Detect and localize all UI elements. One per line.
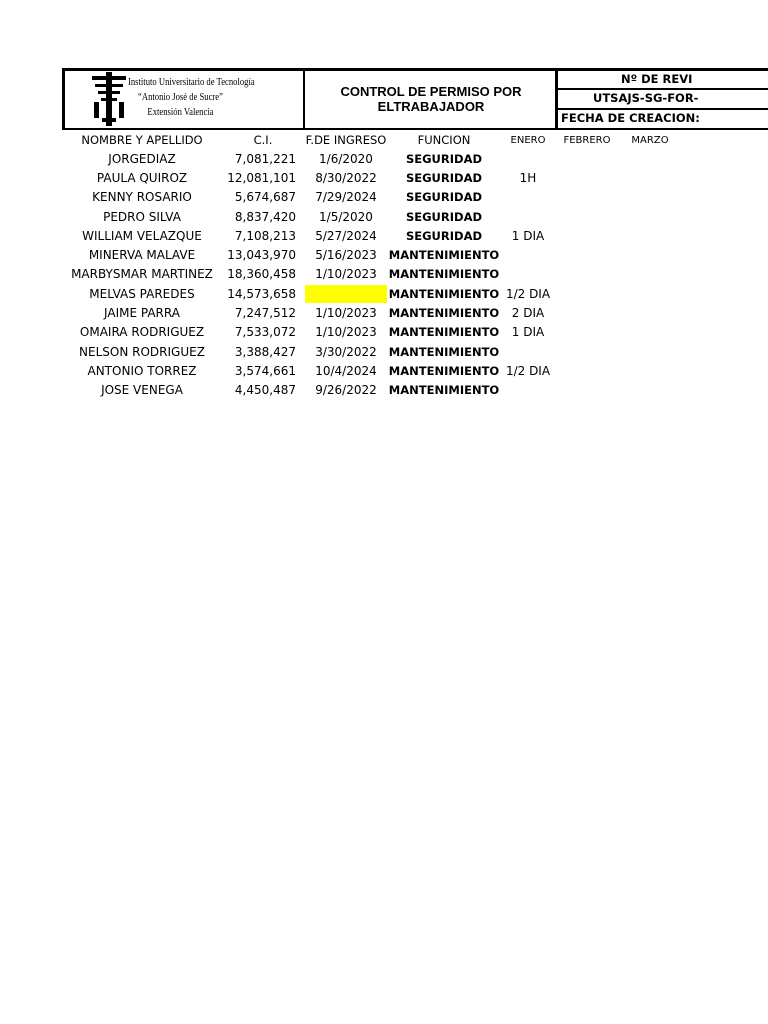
header-rule-2	[555, 108, 768, 110]
cell-function: MANTENIMIENTO	[388, 325, 500, 339]
col-header-febrero: FEBRERO	[563, 135, 611, 146]
cell-name: JORGEDIAZ	[108, 152, 176, 166]
cell-ci: 7,533,072	[234, 325, 296, 339]
cell-ci: 7,247,512	[234, 306, 296, 320]
cell-function: MANTENIMIENTO	[388, 248, 500, 262]
cell-function: MANTENIMIENTO	[388, 345, 500, 359]
cell-date-highlighted	[305, 285, 387, 303]
institution-logo-icon	[92, 72, 126, 126]
cell-name: PEDRO SILVA	[103, 210, 181, 224]
cell-name: JOSE VENEGA	[101, 383, 183, 397]
cell-ci: 3,574,661	[234, 364, 296, 378]
cell-ci: 12,081,101	[227, 171, 296, 185]
document-title	[306, 84, 556, 114]
cell-ci: 7,108,213	[234, 229, 296, 243]
col-header-name: NOMBRE Y APELLIDO	[81, 133, 203, 147]
cell-enero: 1 DIA	[511, 229, 545, 243]
cell-date: 7/29/2024	[315, 190, 377, 204]
creation-date-label: FECHA DE CREACION:	[561, 111, 700, 125]
cell-ci: 5,674,687	[234, 190, 296, 204]
cell-name: JAIME PARRA	[104, 306, 180, 320]
cell-enero: 1/2 DIA	[505, 287, 551, 301]
cell-date: 1/6/2020	[319, 152, 373, 166]
cell-date: 8/30/2022	[315, 171, 377, 185]
cell-function: MANTENIMIENTO	[388, 287, 500, 301]
table-row	[0, 381, 768, 400]
cell-name: PAULA QUIROZ	[96, 171, 188, 185]
title-line-1: CONTROL DE PERMISO POR	[340, 84, 522, 99]
table-row	[0, 150, 768, 169]
cell-date: 1/10/2023	[315, 325, 377, 339]
table-row	[0, 285, 768, 304]
col-header-function: FUNCION	[417, 133, 471, 147]
cell-ci: 14,573,658	[227, 287, 296, 301]
cell-name: WILLIAM VELAZQUE	[82, 229, 202, 243]
table-row	[0, 343, 768, 362]
cell-function: SEGURIDAD	[405, 190, 483, 204]
cell-name: ANTONIO TORREZ	[87, 364, 197, 378]
cell-name: MINERVA MALAVE	[88, 248, 196, 262]
cell-name: KENNY ROSARIO	[92, 190, 192, 204]
cell-name: MELVAS PAREDES	[89, 287, 195, 301]
cell-function: MANTENIMIENTO	[388, 306, 500, 320]
cell-date: 9/26/2022	[315, 383, 377, 397]
cell-enero: 1/2 DIA	[505, 364, 551, 378]
table-row	[0, 188, 768, 207]
cell-function: SEGURIDAD	[405, 210, 483, 224]
table-row	[0, 304, 768, 323]
col-header-marzo: MARZO	[631, 135, 669, 146]
cell-ci: 13,043,970	[227, 248, 296, 262]
table-row	[0, 265, 768, 284]
cell-function: SEGURIDAD	[405, 171, 483, 185]
cell-name: OMAIRA RODRIGUEZ	[79, 325, 205, 339]
cell-date: 1/10/2023	[315, 306, 377, 320]
cell-ci: 18,360,458	[227, 267, 296, 281]
cell-enero: 2 DIA	[511, 306, 545, 320]
cell-date: 10/4/2024	[315, 364, 377, 378]
header-divider-left	[303, 68, 305, 130]
cell-name: MARBYSMAR MARTINEZ	[71, 267, 213, 281]
cell-function: MANTENIMIENTO	[388, 364, 500, 378]
cell-date: 3/30/2022	[315, 345, 377, 359]
title-line-2: ELTRABAJADOR	[377, 99, 485, 114]
table-row	[0, 362, 768, 381]
cell-date: 5/27/2024	[315, 229, 377, 243]
col-header-date: F.DE INGRESO	[305, 133, 387, 147]
table-row	[0, 246, 768, 265]
cell-function: MANTENIMIENTO	[388, 267, 500, 281]
revision-label: Nº DE REVI	[621, 72, 693, 86]
cell-function: SEGURIDAD	[405, 152, 483, 166]
cell-name: NELSON RODRIGUEZ	[79, 345, 205, 359]
col-header-enero: ENERO	[510, 135, 546, 146]
institution-name	[128, 75, 255, 120]
header-rule-1	[555, 88, 768, 90]
table-row	[0, 208, 768, 227]
table-row	[0, 169, 768, 188]
cell-function: SEGURIDAD	[405, 229, 483, 243]
cell-ci: 4,450,487	[234, 383, 296, 397]
cell-ci: 3,388,427	[234, 345, 296, 359]
cell-ci: 7,081,221	[234, 152, 296, 166]
institution-line-2: “Antonio José de Sucre”	[138, 92, 223, 103]
document-code: UTSAJS-SG-FOR-	[593, 91, 699, 105]
cell-date: 5/16/2023	[315, 248, 377, 262]
cell-function: MANTENIMIENTO	[388, 383, 500, 397]
cell-date: 1/10/2023	[315, 267, 377, 281]
institution-line-1: Instituto Universitario de Tecnología	[128, 77, 255, 88]
table-row	[0, 323, 768, 342]
cell-enero: 1H	[519, 171, 537, 185]
col-header-ci: C.I.	[253, 133, 273, 147]
table-row	[0, 227, 768, 246]
cell-enero: 1 DIA	[511, 325, 545, 339]
cell-ci: 8,837,420	[234, 210, 296, 224]
institution-line-3: Extensión Valencia	[147, 107, 214, 118]
cell-date: 1/5/2020	[319, 210, 373, 224]
